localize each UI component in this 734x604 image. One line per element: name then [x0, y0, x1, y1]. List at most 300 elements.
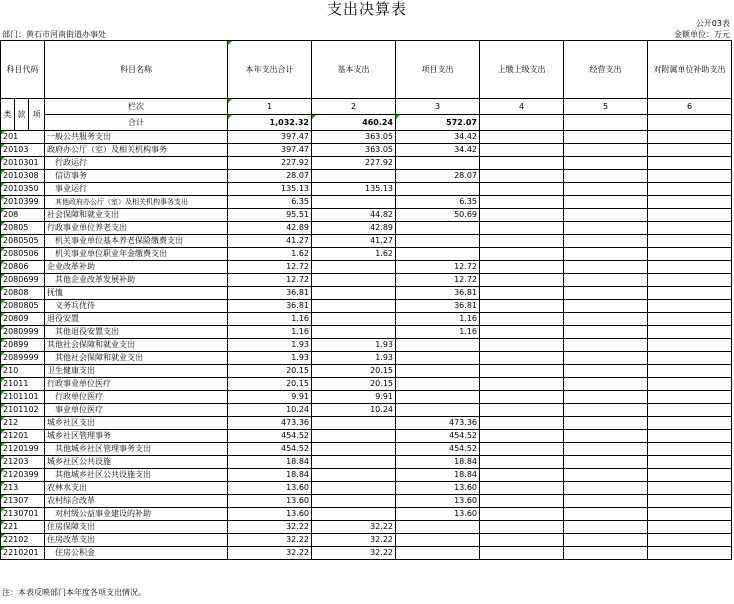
table-row	[1, 261, 732, 274]
row-value-5	[564, 209, 648, 222]
row-value-3	[396, 521, 480, 534]
footnote: 注：本表反映部门本年度各项支出情况。	[2, 588, 146, 597]
row-value-6	[648, 261, 732, 274]
table-row	[1, 521, 732, 534]
row-name: 企业改革补助	[45, 261, 228, 274]
row-value-3	[396, 547, 480, 560]
table-row	[1, 131, 732, 144]
total-value-3: 572.07	[396, 115, 480, 131]
row-value-6	[648, 235, 732, 248]
row-value-2: 41.27	[312, 235, 396, 248]
row-value-2	[312, 300, 396, 313]
row-value-1: 397.47	[228, 144, 312, 157]
row-name: 农村综合改革	[45, 495, 228, 508]
row-value-3: 34.42	[396, 131, 480, 144]
row-value-5	[564, 222, 648, 235]
row-value-6	[648, 170, 732, 183]
table-row	[1, 209, 732, 222]
row-value-3: 36.81	[396, 287, 480, 300]
row-value-3	[396, 534, 480, 547]
row-value-5	[564, 469, 648, 482]
table-row	[1, 274, 732, 287]
row-value-3: 454.52	[396, 443, 480, 456]
row-value-2: 44.82	[312, 209, 396, 222]
row-value-2	[312, 170, 396, 183]
row-value-1: 473.36	[228, 417, 312, 430]
row-code: 208	[1, 209, 45, 222]
row-name: 行政单位医疗	[45, 391, 228, 404]
row-value-5	[564, 417, 648, 430]
row-value-4	[480, 144, 564, 157]
row-code: 2080506	[1, 248, 45, 261]
row-value-3	[396, 248, 480, 261]
row-value-1: 1.16	[228, 313, 312, 326]
row-value-4	[480, 547, 564, 560]
row-value-3: 13.60	[396, 482, 480, 495]
row-code: 20809	[1, 313, 45, 326]
row-value-1: 36.81	[228, 287, 312, 300]
table-row	[1, 391, 732, 404]
row-value-1: 10.24	[228, 404, 312, 417]
row-name: 城乡社区管理事务	[45, 430, 228, 443]
header-basic: 基本支出	[312, 41, 396, 99]
row-value-4	[480, 404, 564, 417]
row-code: 2010301	[1, 157, 45, 170]
row-value-4	[480, 456, 564, 469]
table-row	[1, 469, 732, 482]
row-value-5	[564, 313, 648, 326]
row-value-5	[564, 456, 648, 469]
row-name: 其他社会保障和就业支出	[45, 352, 228, 365]
row-value-4	[480, 365, 564, 378]
table-row	[1, 157, 732, 170]
row-value-2	[312, 274, 396, 287]
total-label: 合计	[45, 115, 228, 131]
row-name: 社会保障和就业支出	[45, 209, 228, 222]
row-value-3	[396, 235, 480, 248]
total-value-1: 1,032.32	[228, 115, 312, 131]
total-value-4	[480, 115, 564, 131]
row-value-3: 18.84	[396, 469, 480, 482]
row-code: 22102	[1, 534, 45, 547]
row-value-4	[480, 521, 564, 534]
table-row	[1, 326, 732, 339]
table-row	[1, 443, 732, 456]
header-subsidy: 对附属单位补助支出	[648, 41, 732, 99]
row-value-2	[312, 495, 396, 508]
table-row	[1, 404, 732, 417]
row-name: 住房改革支出	[45, 534, 228, 547]
row-value-5	[564, 131, 648, 144]
row-value-4	[480, 482, 564, 495]
table-row	[1, 248, 732, 261]
row-value-6	[648, 456, 732, 469]
row-value-6	[648, 222, 732, 235]
row-value-5	[564, 482, 648, 495]
row-value-4	[480, 326, 564, 339]
row-name: 行政运行	[45, 157, 228, 170]
row-value-6	[648, 196, 732, 209]
row-value-1: 9.91	[228, 391, 312, 404]
row-name: 住房保障支出	[45, 521, 228, 534]
row-value-4	[480, 209, 564, 222]
row-value-6	[648, 313, 732, 326]
row-code: 21203	[1, 456, 45, 469]
row-value-4	[480, 534, 564, 547]
row-value-6	[648, 482, 732, 495]
row-value-2	[312, 287, 396, 300]
row-value-6	[648, 534, 732, 547]
row-name: 一般公共服务支出	[45, 131, 228, 144]
row-value-3: 50.69	[396, 209, 480, 222]
row-value-4	[480, 261, 564, 274]
row-value-5	[564, 365, 648, 378]
row-value-2: 227.92	[312, 157, 396, 170]
row-value-4	[480, 157, 564, 170]
row-value-6	[648, 417, 732, 430]
unit-label: 金额单位：万元	[674, 30, 730, 39]
table-row	[1, 547, 732, 560]
row-value-2: 363.05	[312, 144, 396, 157]
row-value-1: 32.22	[228, 534, 312, 547]
table-row	[1, 183, 732, 196]
row-value-6	[648, 365, 732, 378]
row-value-6	[648, 183, 732, 196]
row-value-5	[564, 235, 648, 248]
row-value-3	[396, 183, 480, 196]
table-row	[1, 482, 732, 495]
row-value-1: 227.92	[228, 157, 312, 170]
row-value-4	[480, 170, 564, 183]
table-row	[1, 287, 732, 300]
row-value-3: 13.60	[396, 508, 480, 521]
row-value-6	[648, 430, 732, 443]
row-value-3: 454.52	[396, 430, 480, 443]
row-value-1: 12.72	[228, 261, 312, 274]
row-value-6	[648, 287, 732, 300]
row-value-3	[396, 222, 480, 235]
row-value-2: 10.24	[312, 404, 396, 417]
row-value-2: 135.13	[312, 183, 396, 196]
row-value-2: 32.22	[312, 547, 396, 560]
row-value-2	[312, 508, 396, 521]
row-value-4	[480, 430, 564, 443]
row-value-4	[480, 508, 564, 521]
row-code: 2010350	[1, 183, 45, 196]
row-code: 20805	[1, 222, 45, 235]
row-value-5	[564, 196, 648, 209]
row-value-3: 6.35	[396, 196, 480, 209]
row-value-4	[480, 235, 564, 248]
row-value-5	[564, 261, 648, 274]
row-value-2: 1.93	[312, 339, 396, 352]
row-value-4	[480, 131, 564, 144]
row-value-3: 1.16	[396, 313, 480, 326]
row-value-5	[564, 287, 648, 300]
row-value-3: 28.07	[396, 170, 480, 183]
row-code: 2080999	[1, 326, 45, 339]
row-value-1: 1.62	[228, 248, 312, 261]
row-code: 20103	[1, 144, 45, 157]
row-value-4	[480, 287, 564, 300]
table-row	[1, 417, 732, 430]
row-value-3	[396, 404, 480, 417]
row-value-6	[648, 300, 732, 313]
row-value-1: 135.13	[228, 183, 312, 196]
row-value-1: 32.22	[228, 521, 312, 534]
table-row	[1, 534, 732, 547]
row-value-2	[312, 326, 396, 339]
header-xiang: 项	[29, 99, 45, 131]
row-value-1: 454.52	[228, 443, 312, 456]
lanci-5: 5	[564, 99, 648, 115]
row-value-2	[312, 482, 396, 495]
row-value-2	[312, 430, 396, 443]
row-value-3	[396, 365, 480, 378]
row-code: 21201	[1, 430, 45, 443]
header-total: 本年支出合计	[228, 41, 312, 99]
row-code: 221	[1, 521, 45, 534]
row-code: 20806	[1, 261, 45, 274]
total-value-2: 460.24	[312, 115, 396, 131]
row-value-2	[312, 261, 396, 274]
row-value-5	[564, 547, 648, 560]
row-code: 2010399	[1, 196, 45, 209]
row-name: 事业运行	[45, 183, 228, 196]
row-value-1: 36.81	[228, 300, 312, 313]
row-name: 事业单位医疗	[45, 404, 228, 417]
row-value-2: 9.91	[312, 391, 396, 404]
row-code: 20808	[1, 287, 45, 300]
total-value-5	[564, 115, 648, 131]
row-value-3	[396, 378, 480, 391]
lanci-2: 2	[312, 99, 396, 115]
row-name: 住房公积金	[45, 547, 228, 560]
table-row	[1, 300, 732, 313]
row-name: 机关事业单位基本养老保险缴费支出	[45, 235, 228, 248]
row-value-4	[480, 495, 564, 508]
row-value-5	[564, 495, 648, 508]
row-value-3: 1.16	[396, 326, 480, 339]
row-code: 2101101	[1, 391, 45, 404]
row-value-4	[480, 183, 564, 196]
row-value-5	[564, 326, 648, 339]
form-number: 公开03表	[695, 19, 730, 28]
row-code: 2080805	[1, 300, 45, 313]
row-name: 政府办公厅（室）及相关机构事务	[45, 144, 228, 157]
row-value-2	[312, 456, 396, 469]
row-value-5	[564, 248, 648, 261]
row-value-6	[648, 495, 732, 508]
row-value-4	[480, 352, 564, 365]
row-value-1: 18.84	[228, 456, 312, 469]
row-value-4	[480, 196, 564, 209]
row-value-5	[564, 443, 648, 456]
row-value-1: 18.84	[228, 469, 312, 482]
row-value-6	[648, 339, 732, 352]
row-value-1: 13.60	[228, 482, 312, 495]
department-label: 部门：黄石市河南街道办事处	[2, 30, 106, 39]
row-value-1: 41.27	[228, 235, 312, 248]
lanci-label: 栏次	[45, 99, 228, 115]
row-value-5	[564, 157, 648, 170]
row-value-5	[564, 378, 648, 391]
row-value-2	[312, 469, 396, 482]
row-value-3: 12.72	[396, 261, 480, 274]
row-value-1: 454.52	[228, 430, 312, 443]
row-value-3: 12.72	[396, 274, 480, 287]
table-row	[1, 378, 732, 391]
row-value-3: 473.36	[396, 417, 480, 430]
row-name: 义务兵优待	[45, 300, 228, 313]
row-name: 行政事业单位医疗	[45, 378, 228, 391]
table-row	[1, 456, 732, 469]
row-name: 卫生健康支出	[45, 365, 228, 378]
row-code: 21307	[1, 495, 45, 508]
row-value-6	[648, 326, 732, 339]
row-value-3	[396, 352, 480, 365]
row-value-5	[564, 339, 648, 352]
row-value-2: 20.15	[312, 378, 396, 391]
table-row	[1, 222, 732, 235]
row-value-3: 13.60	[396, 495, 480, 508]
lanci-1: 1	[228, 99, 312, 115]
header-operating: 经营支出	[564, 41, 648, 99]
row-code: 2120199	[1, 443, 45, 456]
row-value-6	[648, 391, 732, 404]
row-value-5	[564, 183, 648, 196]
row-name: 机关事业单位职业年金缴费支出	[45, 248, 228, 261]
lanci-6: 6	[648, 99, 732, 115]
row-value-5	[564, 521, 648, 534]
row-value-2: 1.62	[312, 248, 396, 261]
row-value-5	[564, 352, 648, 365]
row-value-2: 32.22	[312, 534, 396, 547]
row-value-2: 1.93	[312, 352, 396, 365]
row-value-6	[648, 443, 732, 456]
row-value-2	[312, 196, 396, 209]
row-value-6	[648, 248, 732, 261]
row-value-3: 18.84	[396, 456, 480, 469]
row-value-6	[648, 131, 732, 144]
row-value-4	[480, 443, 564, 456]
table-row	[1, 495, 732, 508]
row-code: 212	[1, 417, 45, 430]
row-value-6	[648, 144, 732, 157]
row-value-6	[648, 469, 732, 482]
table-row	[1, 235, 732, 248]
row-value-1: 1.93	[228, 339, 312, 352]
row-code: 2210201	[1, 547, 45, 560]
row-value-1: 32.22	[228, 547, 312, 560]
row-value-2: 20.15	[312, 365, 396, 378]
row-value-5	[564, 144, 648, 157]
table-row	[1, 352, 732, 365]
row-value-3: 36.81	[396, 300, 480, 313]
row-value-1: 397.47	[228, 131, 312, 144]
row-value-5	[564, 534, 648, 547]
row-value-3	[396, 391, 480, 404]
row-value-6	[648, 352, 732, 365]
row-value-1: 13.60	[228, 508, 312, 521]
lanci-3: 3	[396, 99, 480, 115]
row-value-3: 34.42	[396, 144, 480, 157]
row-value-1: 95.51	[228, 209, 312, 222]
header-project: 项目支出	[396, 41, 480, 99]
row-value-2	[312, 443, 396, 456]
report-title: 支出决算表	[326, 0, 407, 18]
row-value-6	[648, 404, 732, 417]
row-value-2: 363.05	[312, 131, 396, 144]
row-value-5	[564, 391, 648, 404]
row-value-5	[564, 300, 648, 313]
row-value-4	[480, 417, 564, 430]
row-value-4	[480, 378, 564, 391]
row-code: 213	[1, 482, 45, 495]
table-row	[1, 170, 732, 183]
row-value-6	[648, 378, 732, 391]
row-value-2	[312, 313, 396, 326]
row-name: 其他城乡社区管理事务支出	[45, 443, 228, 456]
expenditure-table	[0, 40, 732, 560]
row-value-4	[480, 274, 564, 287]
row-name: 其他企业改革发展补助	[45, 274, 228, 287]
row-value-1: 20.15	[228, 365, 312, 378]
table-row	[1, 508, 732, 521]
header-remit: 上缴上级支出	[480, 41, 564, 99]
header-code: 科目代码	[1, 41, 45, 99]
row-value-6	[648, 521, 732, 534]
row-name: 对村级公益事业建设的补助	[45, 508, 228, 521]
row-code: 2130701	[1, 508, 45, 521]
table-row	[1, 339, 732, 352]
row-code: 2101102	[1, 404, 45, 417]
row-value-1: 28.07	[228, 170, 312, 183]
row-code: 201	[1, 131, 45, 144]
row-value-1: 12.72	[228, 274, 312, 287]
row-value-4	[480, 339, 564, 352]
table-row	[1, 365, 732, 378]
table-row	[1, 430, 732, 443]
row-value-5	[564, 170, 648, 183]
row-code: 21011	[1, 378, 45, 391]
row-value-6	[648, 274, 732, 287]
table-row	[1, 196, 732, 209]
header-lei: 类	[1, 99, 15, 131]
row-code: 20899	[1, 339, 45, 352]
row-name: 其他政府办公厅（室）及相关机构事务支出	[45, 196, 228, 209]
row-value-2: 32.22	[312, 521, 396, 534]
row-name: 其他城乡社区公共设施支出	[45, 469, 228, 482]
row-name: 城乡社区公共设施	[45, 456, 228, 469]
table-row	[1, 144, 732, 157]
table-row	[1, 313, 732, 326]
row-value-6	[648, 157, 732, 170]
header-name: 科目名称	[45, 41, 228, 99]
row-value-1: 1.16	[228, 326, 312, 339]
row-code: 2120399	[1, 469, 45, 482]
row-value-4	[480, 222, 564, 235]
row-name: 抚恤	[45, 287, 228, 300]
row-value-4	[480, 391, 564, 404]
row-value-4	[480, 300, 564, 313]
row-code: 2010308	[1, 170, 45, 183]
row-value-1: 6.35	[228, 196, 312, 209]
row-value-6	[648, 508, 732, 521]
row-value-5	[564, 404, 648, 417]
row-code: 2089999	[1, 352, 45, 365]
row-value-3	[396, 339, 480, 352]
